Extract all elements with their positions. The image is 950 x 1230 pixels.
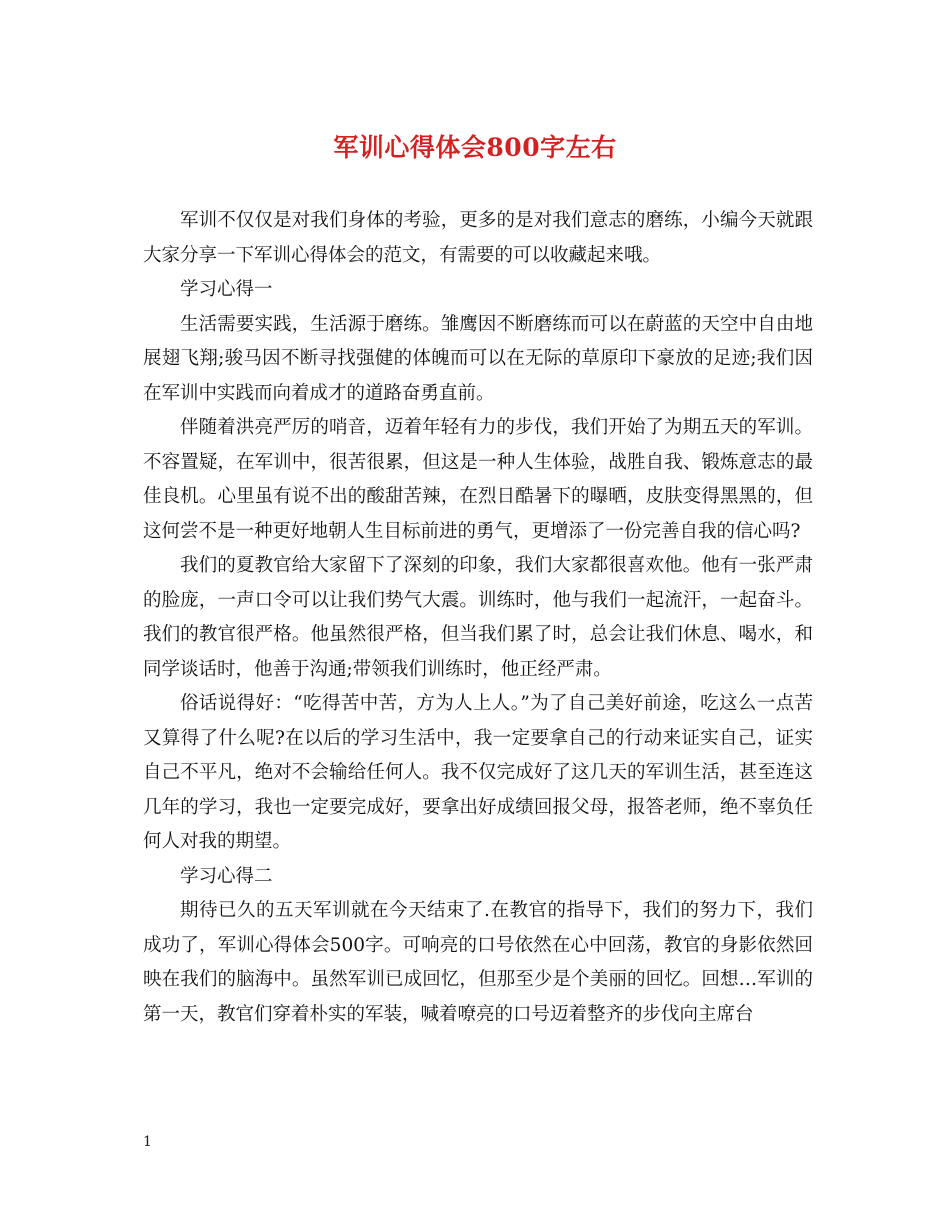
- body-paragraph: 我们的夏教官给大家留下了深刻的印象，我们大家都很喜欢他。他有一张严肃的脸庞，一声口令可以让我们势气大震。训练时，他与我们一起流汗，一起奋斗。我们的教官很严格。他虽然很严格，但当我们累了时，总会让我们休息、喝水，和同学谈话时，他善于沟通;带领我们训练时，他正经严肃。: [143, 555, 813, 680]
- section-heading-2: 学习心得二: [180, 865, 273, 887]
- body-paragraph: 生活需要实践，生活源于磨练。雏鹰因不断磨练而可以在蔚蓝的天空中自由地展翅飞翔;骏马因不断寻找强健的体魄而可以在无际的草原印下豪放的足迹;我们因在军训中实践而向着成才的道路奋勇直前。: [143, 313, 813, 404]
- body-paragraph: 期待已久的五天军训就在今天结束了.在教官的指导下，我们的努力下，我们成功了，军训心得体会500字。可响亮的口号依然在心中回荡，教官的身影依然回映在我们的脑海中。虽然军训已成回忆，但那至少是个美丽的回忆。回想…军训的第一天，教官们穿着朴实的军装，喊着嘹亮的口号迈着整齐的步伐向主席台: [143, 900, 813, 1025]
- body-paragraph: 伴随着洪亮严厉的哨音，迈着年轻有力的步伐，我们开始了为期五天的军训。不容置疑，在军训中，很苦很累，但这是一种人生体验，战胜自我、锻炼意志的最佳良机。心里虽有说不出的酸甜苦辣，在烈日酷暑下的曝晒，皮肤变得黑黑的，但这何尝不是一种更好地朝人生目标前进的勇气，更增添了一份完善自我的信心吗?: [143, 417, 813, 542]
- page-number: 1: [143, 1134, 152, 1150]
- section-heading-1: 学习心得一: [180, 279, 273, 300]
- document-body: [143, 204, 813, 1032]
- intro-paragraph: 军训不仅仅是对我们身体的考验，更多的是对我们意志的磨练，小编今天就跟大家分享一下军训心得体会的范文，有需要的可以收藏起来哦。: [143, 210, 813, 266]
- document-title: 军训心得体会800字左右: [333, 133, 617, 162]
- body-paragraph: 俗话说得好：“吃得苦中苦，方为人上人。”为了自己美好前途，吃这么一点苦又算得了什么呢?在以后的学习生活中，我一定要拿自己的行动来证实自己，证实自己不平凡，绝对不会输给任何人。我不仅完成好了这几天的军训生活，甚至连这几年的学习，我也一定要完成好，要拿出好成绩回报父母，报答老师，绝不辜负任何人对我的期望。: [143, 693, 813, 852]
